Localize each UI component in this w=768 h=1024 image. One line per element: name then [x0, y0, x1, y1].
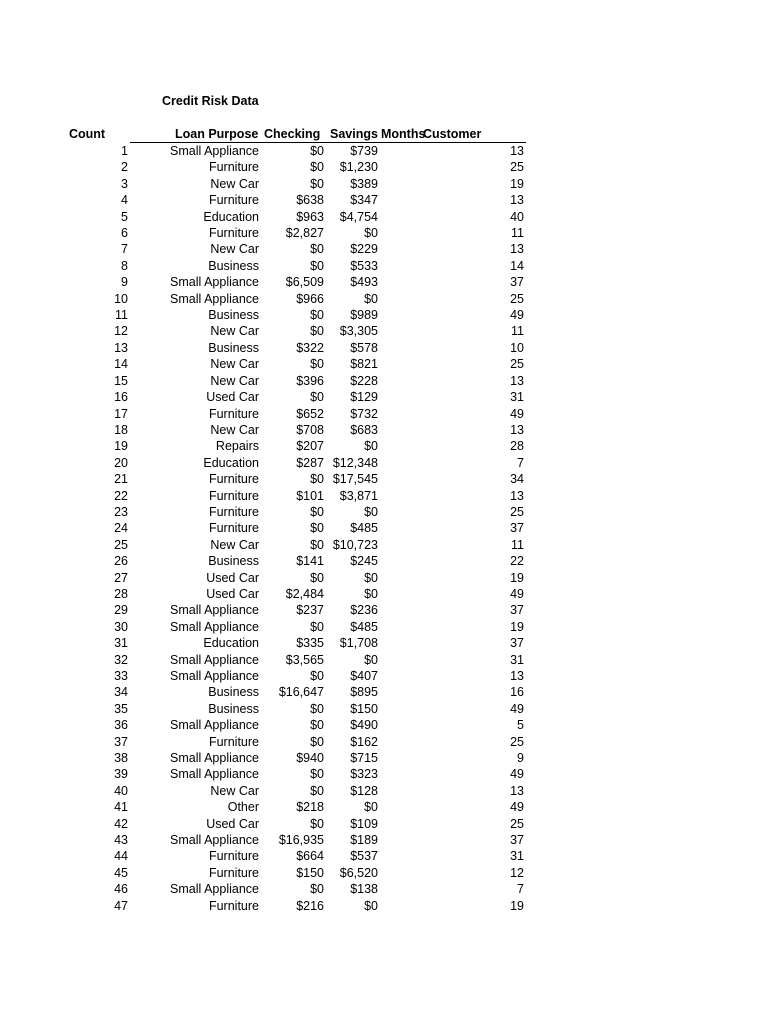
savings-cell: $732 — [350, 406, 378, 421]
loan-purpose-cell: Furniture — [208, 488, 259, 503]
savings-cell: $1,230 — [339, 160, 378, 175]
table-row — [0, 356, 768, 372]
count-cell: 19 — [114, 439, 128, 454]
checking-cell: $0 — [310, 176, 324, 191]
checking-cell: $0 — [310, 537, 324, 552]
count-cell: 11 — [115, 308, 128, 323]
customer-cell: 11 — [511, 226, 524, 241]
customer-cell: 37 — [510, 603, 524, 618]
checking-cell: $966 — [296, 291, 324, 306]
count-cell: 42 — [114, 816, 128, 831]
table-row — [0, 471, 768, 487]
savings-cell: $0 — [364, 439, 378, 454]
savings-cell: $0 — [364, 652, 378, 667]
data-table-body — [0, 143, 768, 914]
customer-cell: 13 — [510, 242, 524, 257]
loan-purpose-cell: New Car — [210, 357, 259, 372]
loan-purpose-cell: New Car — [210, 176, 259, 191]
loan-purpose-cell: Business — [208, 308, 259, 323]
count-cell: 24 — [114, 521, 128, 536]
table-row — [0, 504, 768, 520]
count-cell: 35 — [114, 701, 128, 716]
loan-purpose-cell: Business — [208, 554, 259, 569]
customer-cell: 31 — [510, 652, 524, 667]
customer-cell: 13 — [510, 193, 524, 208]
checking-cell: $664 — [296, 849, 324, 864]
savings-cell: $739 — [350, 144, 378, 158]
count-cell: 41 — [114, 800, 128, 815]
savings-cell: $228 — [350, 373, 378, 388]
checking-cell: $0 — [310, 144, 324, 158]
loan-purpose-cell: Furniture — [208, 865, 259, 880]
checking-cell: $216 — [296, 898, 324, 913]
checking-cell: $0 — [310, 701, 324, 716]
table-row — [0, 635, 768, 651]
loan-purpose-cell: Small Appliance — [170, 718, 259, 733]
count-cell: 7 — [121, 242, 128, 257]
checking-cell: $335 — [296, 636, 324, 651]
sheet-title: Credit Risk Data — [162, 94, 259, 108]
table-row — [0, 783, 768, 799]
count-cell: 44 — [114, 849, 128, 864]
loan-purpose-cell: New Car — [210, 783, 259, 798]
customer-cell: 10 — [510, 340, 524, 355]
customer-cell: 12 — [510, 865, 524, 880]
loan-purpose-cell: New Car — [210, 537, 259, 552]
loan-purpose-cell: Used Car — [206, 586, 259, 601]
customer-cell: 5 — [517, 718, 524, 733]
savings-cell: $537 — [350, 849, 378, 864]
customer-cell: 19 — [510, 619, 524, 634]
count-cell: 43 — [114, 833, 128, 848]
count-cell: 40 — [114, 783, 128, 798]
loan-purpose-cell: Repairs — [215, 439, 259, 454]
loan-purpose-cell: Small Appliance — [170, 603, 259, 618]
count-cell: 20 — [114, 455, 128, 470]
checking-cell: $652 — [296, 406, 324, 421]
loan-purpose-cell: Used Car — [206, 816, 259, 831]
customer-cell: 13 — [510, 422, 524, 437]
checking-cell: $940 — [296, 751, 324, 766]
count-cell: 28 — [114, 586, 128, 601]
table-row — [0, 192, 768, 208]
table-row — [0, 553, 768, 569]
loan-purpose-cell: Small Appliance — [170, 751, 259, 766]
count-cell: 39 — [114, 767, 128, 782]
savings-cell: $109 — [350, 816, 378, 831]
customer-cell: 25 — [510, 357, 524, 372]
table-row — [0, 898, 768, 914]
customer-cell: 31 — [510, 849, 524, 864]
table-row — [0, 159, 768, 175]
checking-cell: $322 — [296, 340, 324, 355]
loan-purpose-cell: Education — [203, 209, 259, 224]
checking-cell: $0 — [310, 242, 324, 257]
customer-cell: 49 — [510, 767, 524, 782]
table-row — [0, 848, 768, 864]
header-savings: Savings — [330, 127, 378, 141]
savings-cell: $6,520 — [339, 865, 378, 880]
checking-cell: $0 — [310, 521, 324, 536]
savings-cell: $229 — [350, 242, 378, 257]
count-cell: 12 — [114, 324, 128, 339]
count-cell: 37 — [114, 734, 128, 749]
customer-cell: 11 — [511, 537, 524, 552]
savings-cell: $129 — [350, 390, 378, 405]
checking-cell: $0 — [310, 357, 324, 372]
checking-cell: $150 — [296, 865, 324, 880]
checking-cell: $0 — [310, 308, 324, 323]
table-row — [0, 422, 768, 438]
customer-cell: 9 — [517, 751, 524, 766]
checking-cell: $0 — [310, 783, 324, 798]
savings-cell: $162 — [350, 734, 378, 749]
loan-purpose-cell: New Car — [210, 422, 259, 437]
checking-cell: $638 — [296, 193, 324, 208]
table-row — [0, 209, 768, 225]
savings-cell: $150 — [350, 701, 378, 716]
table-row — [0, 307, 768, 323]
checking-cell: $16,935 — [278, 833, 324, 848]
header-loan-purpose: Loan Purpose — [175, 127, 259, 141]
loan-purpose-cell: Education — [203, 455, 259, 470]
customer-cell: 19 — [510, 570, 524, 585]
customer-cell: 7 — [517, 882, 524, 897]
savings-cell: $4,754 — [339, 209, 378, 224]
loan-purpose-cell: Furniture — [208, 849, 259, 864]
header-months: Months — [381, 127, 426, 141]
loan-purpose-cell: New Car — [210, 242, 259, 257]
table-row — [0, 258, 768, 274]
customer-cell: 13 — [510, 669, 524, 683]
customer-cell: 11 — [511, 324, 524, 339]
count-cell: 6 — [121, 226, 128, 241]
loan-purpose-cell: Small Appliance — [170, 652, 259, 667]
checking-cell: $16,647 — [278, 685, 324, 700]
count-cell: 2 — [121, 160, 128, 175]
checking-cell: $237 — [296, 603, 324, 618]
table-row — [0, 488, 768, 504]
count-cell: 22 — [114, 488, 128, 503]
savings-cell: $138 — [350, 882, 378, 897]
customer-cell: 49 — [510, 586, 524, 601]
table-row — [0, 537, 768, 553]
count-cell: 14 — [114, 357, 128, 372]
savings-cell: $0 — [364, 898, 378, 913]
savings-cell: $821 — [350, 357, 378, 372]
loan-purpose-cell: Business — [208, 258, 259, 273]
savings-cell: $17,545 — [332, 472, 378, 487]
checking-cell: $0 — [310, 160, 324, 175]
loan-purpose-cell: Small Appliance — [170, 619, 259, 634]
checking-cell: $3,565 — [285, 652, 324, 667]
checking-cell: $141 — [296, 554, 324, 569]
savings-cell: $12,348 — [332, 455, 378, 470]
count-cell: 25 — [114, 537, 128, 552]
checking-cell: $0 — [310, 734, 324, 749]
loan-purpose-cell: Furniture — [208, 521, 259, 536]
checking-cell: $0 — [310, 882, 324, 897]
savings-cell: $236 — [350, 603, 378, 618]
savings-cell: $128 — [350, 783, 378, 798]
savings-cell: $485 — [350, 619, 378, 634]
loan-purpose-cell: New Car — [210, 324, 259, 339]
loan-purpose-cell: Furniture — [208, 406, 259, 421]
customer-cell: 7 — [517, 455, 524, 470]
count-cell: 38 — [114, 751, 128, 766]
checking-cell: $0 — [310, 258, 324, 273]
checking-cell: $0 — [310, 570, 324, 585]
table-row — [0, 865, 768, 881]
customer-cell: 19 — [510, 176, 524, 191]
header-checking: Checking — [264, 127, 321, 141]
loan-purpose-cell: Business — [208, 701, 259, 716]
count-cell: 30 — [114, 619, 128, 634]
savings-cell: $493 — [350, 275, 378, 290]
table-row — [0, 291, 768, 307]
count-cell: 26 — [114, 554, 128, 569]
loan-purpose-cell: Furniture — [208, 160, 259, 175]
savings-cell: $245 — [350, 554, 378, 569]
table-row — [0, 274, 768, 290]
loan-purpose-cell: Furniture — [208, 734, 259, 749]
checking-cell: $708 — [296, 422, 324, 437]
loan-purpose-cell: Furniture — [208, 472, 259, 487]
table-row — [0, 684, 768, 700]
table-row — [0, 570, 768, 586]
count-cell: 10 — [114, 291, 128, 306]
savings-cell: $389 — [350, 176, 378, 191]
customer-cell: 31 — [510, 390, 524, 405]
checking-cell: $0 — [310, 390, 324, 405]
loan-purpose-cell: Education — [203, 636, 259, 651]
customer-cell: 49 — [510, 308, 524, 323]
customer-cell: 13 — [510, 488, 524, 503]
loan-purpose-cell: Other — [227, 800, 259, 815]
loan-purpose-cell: Small Appliance — [170, 144, 259, 158]
savings-cell: $0 — [364, 504, 378, 519]
count-cell: 15 — [114, 373, 128, 388]
customer-cell: 25 — [510, 816, 524, 831]
checking-cell: $218 — [296, 800, 324, 815]
loan-purpose-cell: Small Appliance — [170, 275, 259, 290]
savings-cell: $485 — [350, 521, 378, 536]
checking-cell: $0 — [310, 504, 324, 519]
checking-cell: $0 — [310, 472, 324, 487]
savings-cell: $407 — [350, 669, 378, 683]
count-cell: 32 — [114, 652, 128, 667]
count-cell: 21 — [114, 472, 128, 487]
header-customer: Customer — [423, 127, 482, 141]
header-count: Count — [69, 127, 106, 141]
table-row — [0, 176, 768, 192]
table-row — [0, 389, 768, 405]
table-row — [0, 766, 768, 782]
count-cell: 18 — [114, 422, 128, 437]
count-cell: 46 — [114, 882, 128, 897]
table-row — [0, 143, 768, 159]
savings-cell: $683 — [350, 422, 378, 437]
customer-cell: 22 — [510, 554, 524, 569]
table-row — [0, 717, 768, 733]
count-cell: 34 — [114, 685, 128, 700]
table-row — [0, 340, 768, 356]
count-cell: 1 — [121, 144, 128, 158]
count-cell: 23 — [114, 504, 128, 519]
savings-cell: $3,871 — [339, 488, 378, 503]
customer-cell: 25 — [510, 734, 524, 749]
savings-cell: $0 — [364, 570, 378, 585]
customer-cell: 28 — [510, 439, 524, 454]
count-cell: 47 — [114, 898, 128, 913]
checking-cell: $0 — [310, 669, 324, 683]
table-row — [0, 323, 768, 339]
count-cell: 4 — [121, 193, 128, 208]
customer-cell: 40 — [510, 209, 524, 224]
customer-cell: 37 — [510, 275, 524, 290]
loan-purpose-cell: Business — [208, 685, 259, 700]
checking-cell: $0 — [310, 718, 324, 733]
checking-cell: $101 — [296, 488, 324, 503]
count-cell: 8 — [121, 258, 128, 273]
loan-purpose-cell: Small Appliance — [170, 882, 259, 897]
count-cell: 13 — [114, 340, 128, 355]
table-row — [0, 373, 768, 389]
loan-purpose-cell: Small Appliance — [170, 833, 259, 848]
savings-cell: $189 — [350, 833, 378, 848]
customer-cell: 25 — [510, 160, 524, 175]
count-cell: 9 — [121, 275, 128, 290]
table-row — [0, 832, 768, 848]
customer-cell: 34 — [510, 472, 524, 487]
customer-cell: 25 — [510, 504, 524, 519]
table-row — [0, 520, 768, 536]
table-row — [0, 619, 768, 635]
loan-purpose-cell: Small Appliance — [170, 291, 259, 306]
loan-purpose-cell: Furniture — [208, 898, 259, 913]
loan-purpose-cell: Furniture — [208, 504, 259, 519]
checking-cell: $0 — [310, 767, 324, 782]
customer-cell: 19 — [510, 898, 524, 913]
checking-cell: $0 — [310, 324, 324, 339]
customer-cell: 25 — [510, 291, 524, 306]
table-row — [0, 455, 768, 471]
savings-cell: $578 — [350, 340, 378, 355]
checking-cell: $963 — [296, 209, 324, 224]
count-cell: 45 — [114, 865, 128, 880]
count-cell: 5 — [121, 209, 128, 224]
count-cell: 36 — [114, 718, 128, 733]
checking-cell: $287 — [296, 455, 324, 470]
savings-cell: $0 — [364, 291, 378, 306]
loan-purpose-cell: Furniture — [208, 226, 259, 241]
loan-purpose-cell: Business — [208, 340, 259, 355]
customer-cell: 37 — [510, 636, 524, 651]
customer-cell: 13 — [510, 144, 524, 158]
savings-cell: $533 — [350, 258, 378, 273]
checking-cell: $0 — [310, 816, 324, 831]
customer-cell: 49 — [510, 701, 524, 716]
customer-cell: 16 — [510, 685, 524, 700]
table-row — [0, 438, 768, 454]
table-row — [0, 406, 768, 422]
loan-purpose-cell: New Car — [210, 373, 259, 388]
table-row — [0, 750, 768, 766]
savings-cell: $715 — [350, 751, 378, 766]
table-row — [0, 241, 768, 257]
table-row — [0, 881, 768, 897]
count-cell: 27 — [114, 570, 128, 585]
checking-cell: $207 — [296, 439, 324, 454]
table-row — [0, 701, 768, 717]
checking-cell: $2,827 — [285, 226, 324, 241]
loan-purpose-cell: Furniture — [208, 193, 259, 208]
savings-cell: $3,305 — [339, 324, 378, 339]
customer-cell: 49 — [510, 800, 524, 815]
checking-cell: $396 — [296, 373, 324, 388]
table-row — [0, 586, 768, 602]
savings-cell: $895 — [350, 685, 378, 700]
customer-cell: 14 — [510, 258, 524, 273]
savings-cell: $323 — [350, 767, 378, 782]
count-cell: 3 — [121, 176, 128, 191]
table-row — [0, 225, 768, 241]
customer-cell: 37 — [510, 833, 524, 848]
count-cell: 16 — [114, 390, 128, 405]
customer-cell: 37 — [510, 521, 524, 536]
customer-cell: 49 — [510, 406, 524, 421]
checking-cell: $2,484 — [285, 586, 324, 601]
savings-cell: $1,708 — [339, 636, 378, 651]
checking-cell: $0 — [310, 619, 324, 634]
count-cell: 17 — [114, 406, 128, 421]
loan-purpose-cell: Small Appliance — [170, 669, 259, 683]
table-row — [0, 816, 768, 832]
loan-purpose-cell: Used Car — [206, 390, 259, 405]
savings-cell: $0 — [364, 800, 378, 815]
customer-cell: 13 — [510, 373, 524, 388]
savings-cell: $0 — [364, 586, 378, 601]
table-row — [0, 668, 768, 684]
count-cell: 33 — [114, 669, 128, 683]
table-row — [0, 734, 768, 750]
count-cell: 29 — [114, 603, 128, 618]
loan-purpose-cell: Small Appliance — [170, 767, 259, 782]
savings-cell: $989 — [350, 308, 378, 323]
table-row — [0, 602, 768, 618]
loan-purpose-cell: Used Car — [206, 570, 259, 585]
checking-cell: $6,509 — [285, 275, 324, 290]
customer-cell: 13 — [510, 783, 524, 798]
savings-cell: $490 — [350, 718, 378, 733]
table-row — [0, 799, 768, 815]
count-cell: 31 — [114, 636, 128, 651]
savings-cell: $347 — [350, 193, 378, 208]
table-row — [0, 652, 768, 668]
savings-cell: $0 — [364, 226, 378, 241]
savings-cell: $10,723 — [332, 537, 378, 552]
